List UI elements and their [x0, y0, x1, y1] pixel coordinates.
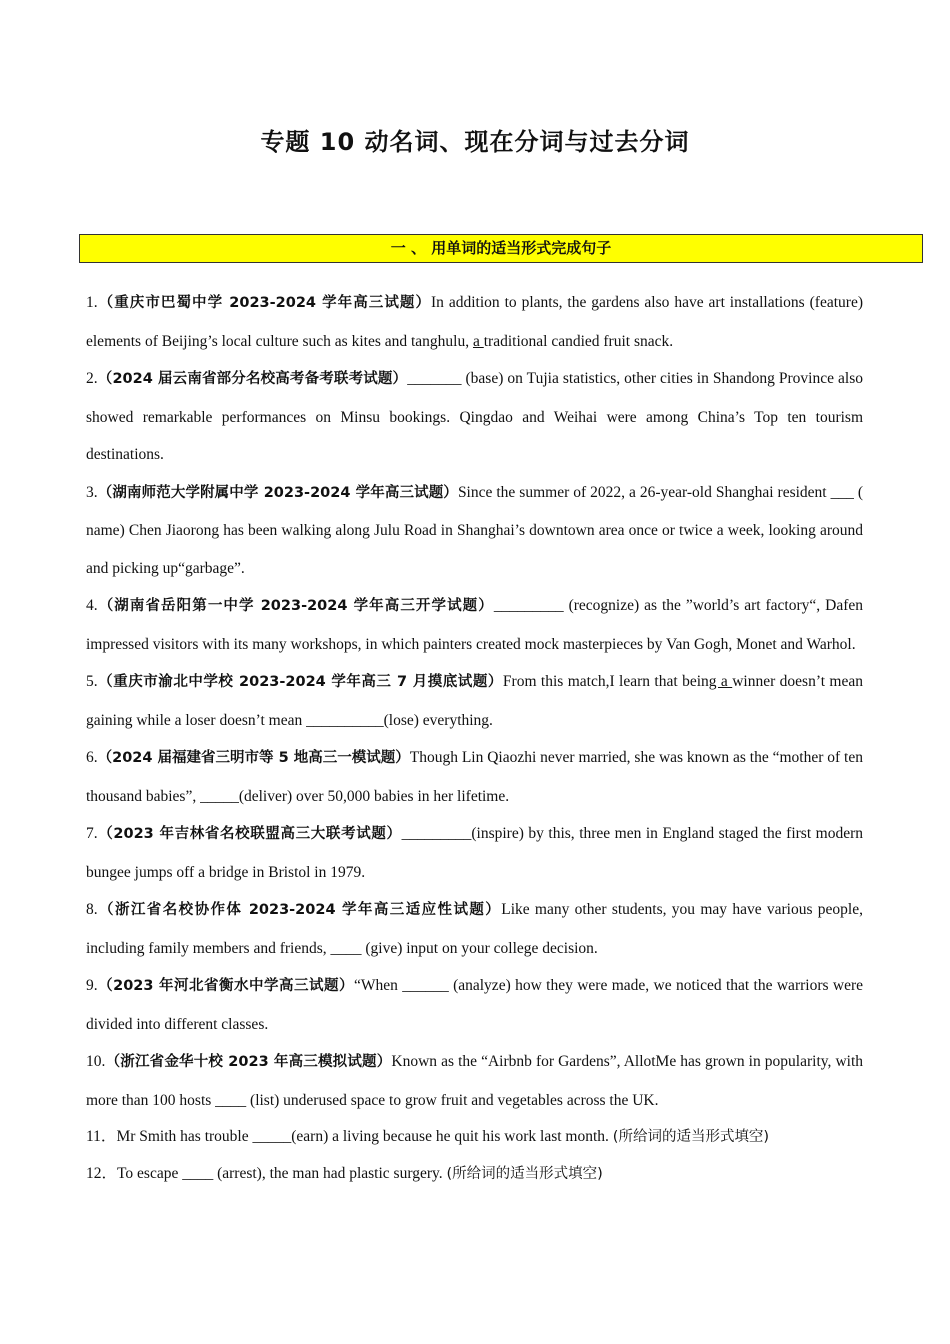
- question-item: [86, 284, 863, 360]
- question-text: _________(inspire) by this, three men in England staged the first modern bungee jumps off a bridge in Bristol in 1979.: [86, 825, 863, 881]
- question-source: （重庆市巴蜀中学 2023-2024 学年高三试题）: [97, 295, 432, 311]
- question-text: _______ (base) on Tujia statistics, other cities in Shandong Province also showed remarkable performances on Minsu bookings. Qingdao and Weihai were among China’s Top ten tourism destinations.: [86, 370, 863, 463]
- question-number: 8.: [86, 901, 98, 918]
- question-source: （重庆市渝北中学校 2023-2024 学年高三 7 月摸底试题）: [97, 674, 503, 690]
- question-item: [86, 663, 863, 739]
- question-source: （湖南师范大学附属中学 2023-2024 学年高三试题）: [97, 484, 458, 501]
- question-source: （2023 年吉林省名校联盟高三大联考试题）: [97, 826, 402, 842]
- question-source: （湖南省岳阳第一中学 2023-2024 学年高三开学试题）: [97, 598, 494, 614]
- instruction-note: (所给词的适当形式填空): [612, 1129, 770, 1145]
- question-number: 10.: [86, 1053, 106, 1070]
- question-text: In addition to plants, the gardens also have art installations (feature) elements of Beijing’s local culture such as kites and tanghulu,: [86, 294, 863, 350]
- question-number: 11．: [86, 1128, 117, 1145]
- question-number: 7.: [86, 825, 98, 842]
- question-source: （浙江省名校协作体 2023-2024 学年高三适应性试题）: [97, 902, 502, 918]
- question-source: （2024 届云南省部分名校高考备考联考试题）: [97, 371, 408, 387]
- question-number: 12．: [86, 1164, 118, 1182]
- question-item: [86, 1043, 863, 1119]
- question-text: “When ______ (analyze) how they were made, we noticed that the warriors were divided into different classes.: [86, 977, 863, 1033]
- question-item: [86, 967, 863, 1043]
- question-text: From this match,I learn that bein: [502, 673, 709, 690]
- question-item: [86, 360, 863, 474]
- question-text: Mr Smith has trouble _____(earn) a living because he quit his work last month.: [116, 1128, 613, 1145]
- page-title: 专题 10 动名词、现在分词与过去分词: [260, 128, 690, 156]
- question-text: _________ (recognize) as the ”world’s art factory“, Dafen impressed visitors with its many workshops, in which painters created mock masterpieces by Van Gogh, Monet and Warhol.: [86, 597, 863, 653]
- question-number: 1.: [86, 294, 98, 311]
- question-text: Though Lin Qiaozhi never married, she was known as the “mother of ten thousand babies”, _____(deliver) over 50,000 babies in her lifetime.: [86, 749, 863, 805]
- question-number: 2.: [86, 370, 98, 387]
- underlined-text: g a: [708, 673, 733, 690]
- underlined-text: a: [472, 332, 484, 350]
- question-source: （浙江省金华十校 2023 年高三模拟试题）: [105, 1054, 392, 1070]
- section-heading: 一 、 用单词的适当形式完成句子: [79, 234, 923, 263]
- question-item: [86, 1156, 863, 1193]
- question-item: [86, 739, 863, 815]
- question-text: Known as the “Airbnb for Gardens”, AllotMe has grown in popularity, with more than 100 hosts ____ (list) underused space to grow fruit and vegetables across the UK.: [86, 1053, 863, 1109]
- question-item: [86, 891, 863, 967]
- instruction-note: (所给词的适当形式填空): [446, 1165, 603, 1182]
- question-text-continued: traditional candied fruit snack.: [483, 332, 674, 350]
- question-number: 3.: [86, 483, 98, 501]
- question-item: [86, 815, 863, 891]
- question-source: （2023 年河北省衡水中学高三试题）: [97, 978, 354, 994]
- question-item: [86, 474, 863, 588]
- question-source: （2024 届福建省三明市等 5 地高三一模试题）: [97, 750, 410, 766]
- question-number: 9.: [86, 977, 98, 994]
- question-number: 4.: [86, 597, 98, 614]
- question-text: Like many other students, you may have various people, including family members and friends, ____ (give) input on your college decision.: [86, 901, 863, 957]
- question-text: Since the summer of 2022, a 26-year-old Shanghai resident ___ ( name) Chen Jiaorong has been walking along Julu Road in Shanghai’s downtown area once or twice a week, looking around and picking up“garbage”.: [86, 483, 863, 577]
- question-text-continued: winner doesn’t mean gaining while a loser doesn’t mean __________(lose) everything.: [86, 673, 863, 729]
- question-list: [86, 284, 863, 1192]
- question-item: [86, 587, 863, 663]
- question-number: 6.: [86, 749, 98, 766]
- question-number: 5.: [86, 673, 98, 690]
- question-item: [86, 1119, 863, 1156]
- question-text: To escape ____ (arrest), the man had plastic surgery.: [117, 1164, 447, 1182]
